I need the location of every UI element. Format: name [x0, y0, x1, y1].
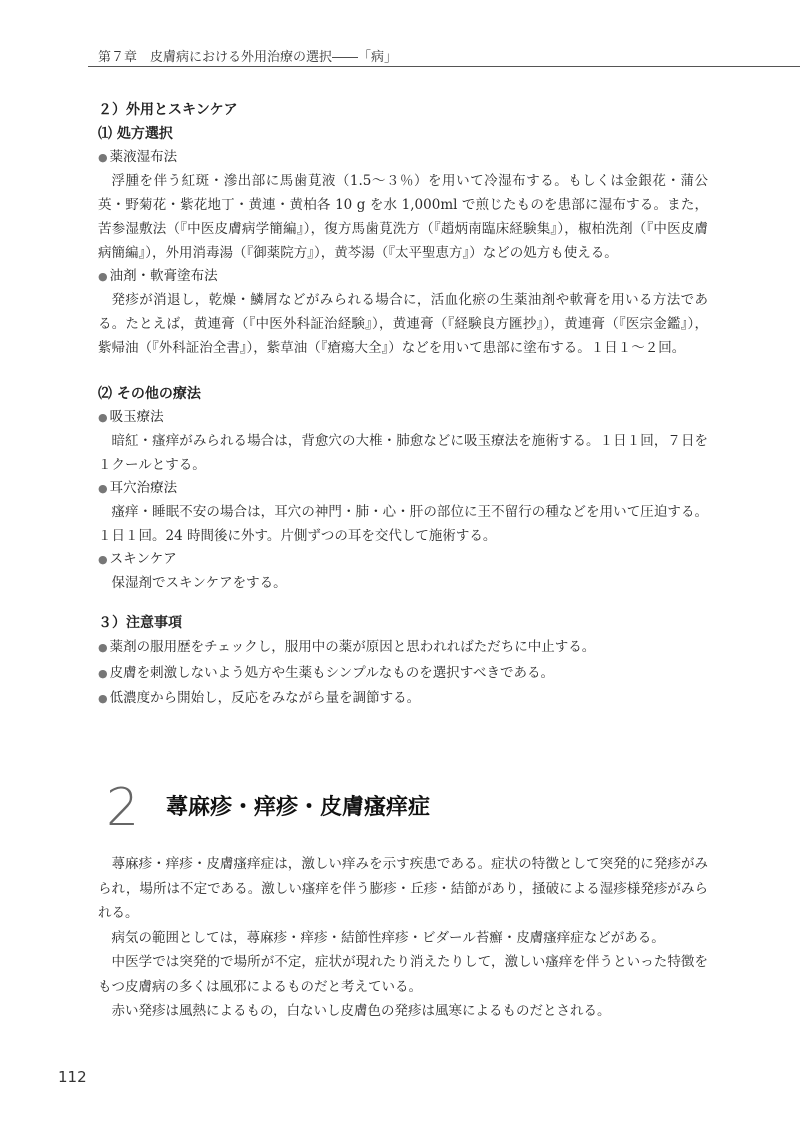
caution-text: 低濃度から開始し，反応をみながら量を調節する。 [109, 690, 421, 706]
prescription-item [98, 146, 708, 265]
subsection-title-other: ⑵ その他の療法 [98, 386, 201, 402]
caution-item [98, 661, 708, 687]
chapter-title: 蕁麻疹・痒疹・皮膚瘙痒症 [166, 795, 431, 820]
bullet-heading [98, 265, 708, 288]
caution-text: 皮膚を刺激しないよう処方や生薬もシンプルなものを選択すべきである。 [109, 664, 554, 681]
bullet-heading-text: 耳穴治療法 [109, 480, 178, 496]
chapter-number: 2 [106, 778, 140, 838]
caution-item [98, 686, 708, 712]
bullet-body: 浮腫を伴う紅斑・滲出部に馬歯莧液（1.5～３％）を用いて冷湿布する。もしくは金銀花・蒲公英・野菊花・紫花地丁・黄連・黄柏各 10 g を水 1,000ml で煎じたものを患部に湿布する。また，苦参湿敷法（『中医皮膚病学簡編』），復方馬歯莧洗方（『趙炳南臨床経験集』），椒柏洗剤（『中医皮膚病簡編』），外用消毒湯（『御薬院方』），黄芩湯（『太平聖恵方』）などの処方も使える。 [98, 173, 708, 261]
bullet-icon: ● [98, 553, 108, 566]
therapy-item [98, 477, 708, 548]
running-head: 第７章 皮膚病における外用治療の選択――「病」 [98, 50, 398, 65]
chapter-paragraph: 蕁麻疹・痒疹・皮膚瘙痒症は，激しい痒みを示す疾患である。症状の特徴として突発的に発疹がみられ，場所は不定である。激しい瘙痒を伴う膨疹・丘疹・結節があり，掻破による湿疹様発疹がみられる。 [98, 856, 708, 921]
bullet-icon: ● [98, 482, 108, 495]
chapter-paragraph: 赤い発疹は風熱によるもの，白ないし皮膚色の発疹は風寒によるものだとされる。 [111, 1003, 611, 1019]
subsection-title-prescription: ⑴ 処方選択 [98, 126, 173, 142]
prescription-item [98, 265, 708, 360]
spacer [98, 360, 708, 382]
caution-item [98, 635, 708, 661]
therapy-item [98, 548, 708, 595]
bullet-body: 発疹が消退し，乾燥・鱗屑などがみられる場合に，活血化瘀の生薬油剤や軟膏を用いる方法である。たとえば，黄連膏（『中医外科証治経験』），黄連膏（『経験良方匯抄』），黄連膏（『医宗金鑑』），紫帰油（『外科証治全書』），紫草油（『瘡瘍大全』）などを用いて患部に塗布する。１日１～２回。 [98, 292, 708, 356]
bullet-heading-text: 薬液湿布法 [109, 149, 178, 165]
bullet-heading-text: 吸玉療法 [109, 409, 164, 425]
caution-text: 薬剤の服用歴をチェックし，服用中の薬が原因と思われればただちに中止する。 [109, 639, 596, 655]
page-number: 112 [58, 1068, 87, 1086]
spacer [98, 595, 708, 611]
bullet-icon: ● [98, 666, 108, 680]
chapter-paragraph: 中医学では突発的で場所が不定，症状が現れたり消えたりして，激しい瘙痒を伴うといった特徴をもつ皮膚病の多くは風邪によるものだと考えている。 [98, 954, 708, 995]
bullet-icon: ● [98, 411, 108, 424]
bullet-icon: ● [98, 270, 108, 283]
bullet-heading-text: スキンケア [109, 551, 177, 567]
bullet-heading-text: 油剤・軟膏塗布法 [109, 268, 218, 284]
main-content [98, 98, 708, 712]
bullet-icon: ● [98, 641, 108, 654]
bullet-heading [98, 477, 708, 500]
bullet-body: 保湿剤でスキンケアをする。 [111, 575, 287, 591]
bullet-body: 暗紅・瘙痒がみられる場合は，背愈穴の大椎・肺愈などに吸玉療法を施術する。１日１回，７日を１クールとする。 [98, 433, 708, 473]
section-title-external: ２）外用とスキンケア [98, 102, 238, 118]
chapter-body [98, 852, 708, 1024]
bullet-heading [98, 146, 708, 169]
bullet-body: 瘙痒・睡眠不安の場合は，耳穴の神門・肺・心・肝の部位に王不留行の種などを用いて圧迫する。１日１回。24 時間後に外す。片側ずつの耳を交代して施術する。 [98, 504, 708, 544]
chapter-paragraph: 病気の範囲としては，蕁麻疹・痒疹・結節性痒疹・ビダール苔癬・皮膚瘙痒症などがある。 [111, 929, 665, 946]
bullet-icon: ● [98, 692, 108, 705]
bullet-heading [98, 406, 708, 429]
section-title-cautions: ３）注意事項 [98, 615, 182, 631]
bullet-heading [98, 548, 708, 571]
header-divider [88, 66, 800, 67]
bullet-icon: ● [98, 151, 108, 164]
therapy-item [98, 406, 708, 477]
